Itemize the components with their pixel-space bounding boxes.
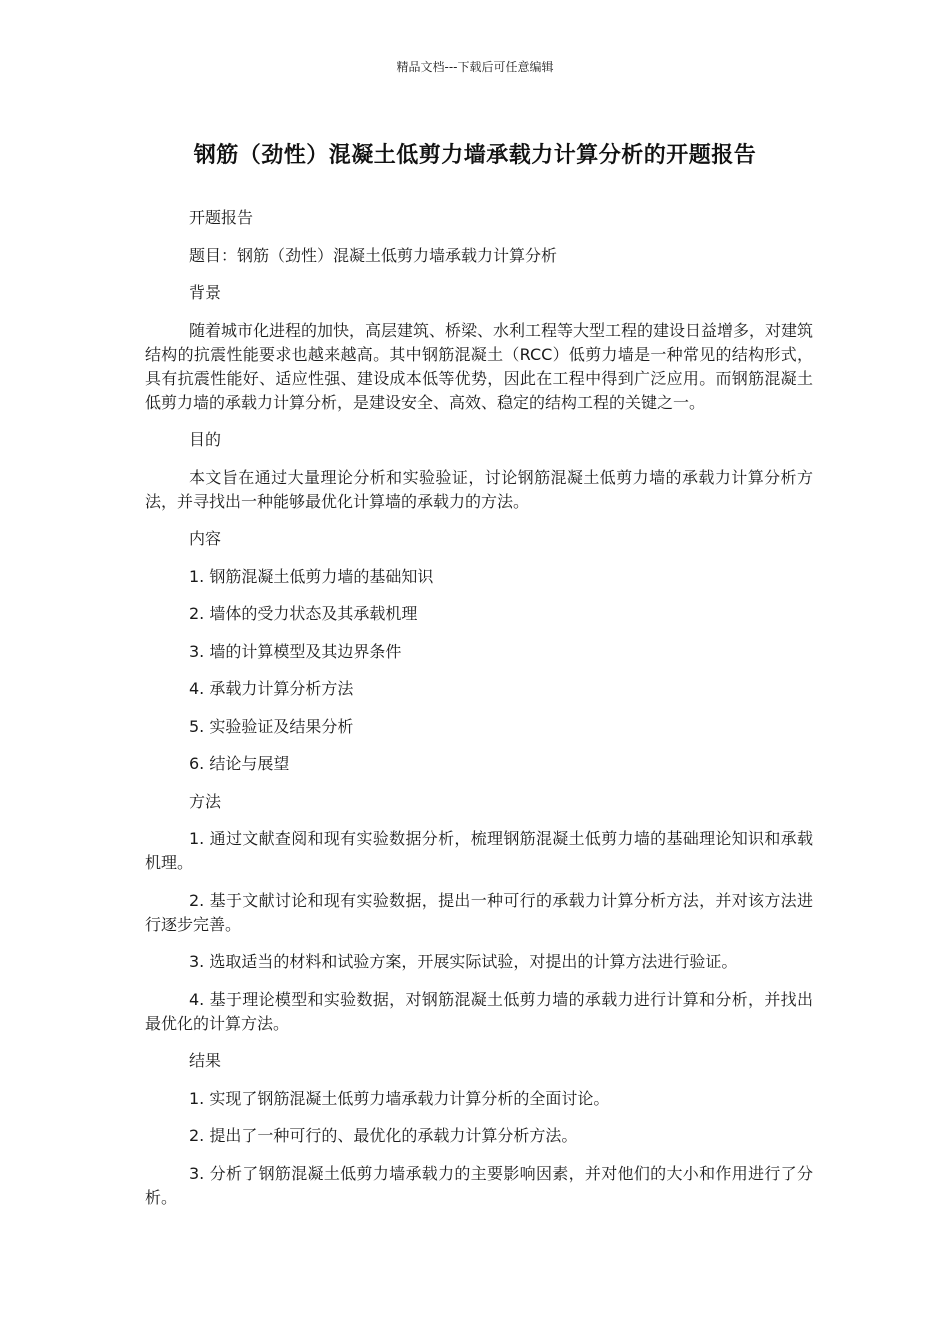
method-item: 4. 基于理论模型和实验数据，对钢筋混凝土低剪力墙的承载力进行计算和分析，并找出最优化的计算方法。 — [145, 989, 813, 1033]
content-item: 3. 墙的计算模型及其边界条件 — [189, 641, 402, 661]
content-item: 4. 承载力计算分析方法 — [189, 679, 354, 698]
method-item: 2. 基于文献讨论和现有实验数据，提出一种可行的承载力计算分析方法，并对该方法进行逐步完善。 — [145, 890, 813, 934]
purpose-paragraph: 本文旨在通过大量理论分析和实验验证，讨论钢筋混凝土低剪力墙的承载力计算分析方法，并寻找出一种能够最优化计算墙的承载力的方法。 — [145, 467, 813, 511]
method-item: 1. 通过文献查阅和现有实验数据分析，梳理钢筋混凝土低剪力墙的基础理论知识和承载机理。 — [145, 829, 813, 872]
header-note: 精品文档---下载后可任意编辑 — [396, 60, 554, 74]
content-item: 6. 结论与展望 — [189, 754, 290, 773]
background-paragraph: 随着城市化进程的加快，高层建筑、桥梁、水利工程等大型工程的建设日益增多，对建筑结构的抗震性能要求也越来越高。其中钢筋混凝土（RCC）低剪力墙是一种常见的结构形式，具有抗震性能好、适应性强、建设成本低等优势，因此在工程中得到广泛应用。而钢筋混凝土低剪力墙的承载力计算分析，是建设安全、高效、稳定的结构工程的关键之一。 — [145, 320, 814, 412]
content-heading: 内容 — [189, 529, 222, 548]
content-item: 2. 墙体的受力状态及其承载机理 — [189, 604, 418, 623]
topic-line: 题目：钢筋（劲性）混凝土低剪力墙承载力计算分析 — [189, 245, 558, 265]
method-item: 3. 选取适当的材料和试验方案，开展实际试验，对提出的计算方法进行验证。 — [189, 952, 738, 971]
purpose-heading: 目的 — [189, 430, 222, 449]
report-label: 开题报告 — [189, 208, 254, 227]
content-item: 1. 钢筋混凝土低剪力墙的基础知识 — [189, 566, 434, 586]
content-item: 5. 实验验证及结果分析 — [189, 716, 354, 736]
document-title: 钢筋（劲性）混凝土低剪力墙承载力计算分析的开题报告 — [193, 143, 757, 168]
result-item: 3. 分析了钢筋混凝土低剪力墙承载力的主要影响因素，并对他们的大小和作用进行了分析。 — [145, 1163, 813, 1207]
result-heading: 结果 — [189, 1051, 222, 1070]
background-heading: 背景 — [189, 283, 222, 302]
method-heading: 方法 — [189, 791, 222, 811]
result-item: 2. 提出了一种可行的、最优化的承载力计算分析方法。 — [189, 1126, 578, 1145]
document-body — [145, 206, 813, 1223]
result-item: 1. 实现了钢筋混凝土低剪力墙承载力计算分析的全面讨论。 — [189, 1088, 610, 1108]
